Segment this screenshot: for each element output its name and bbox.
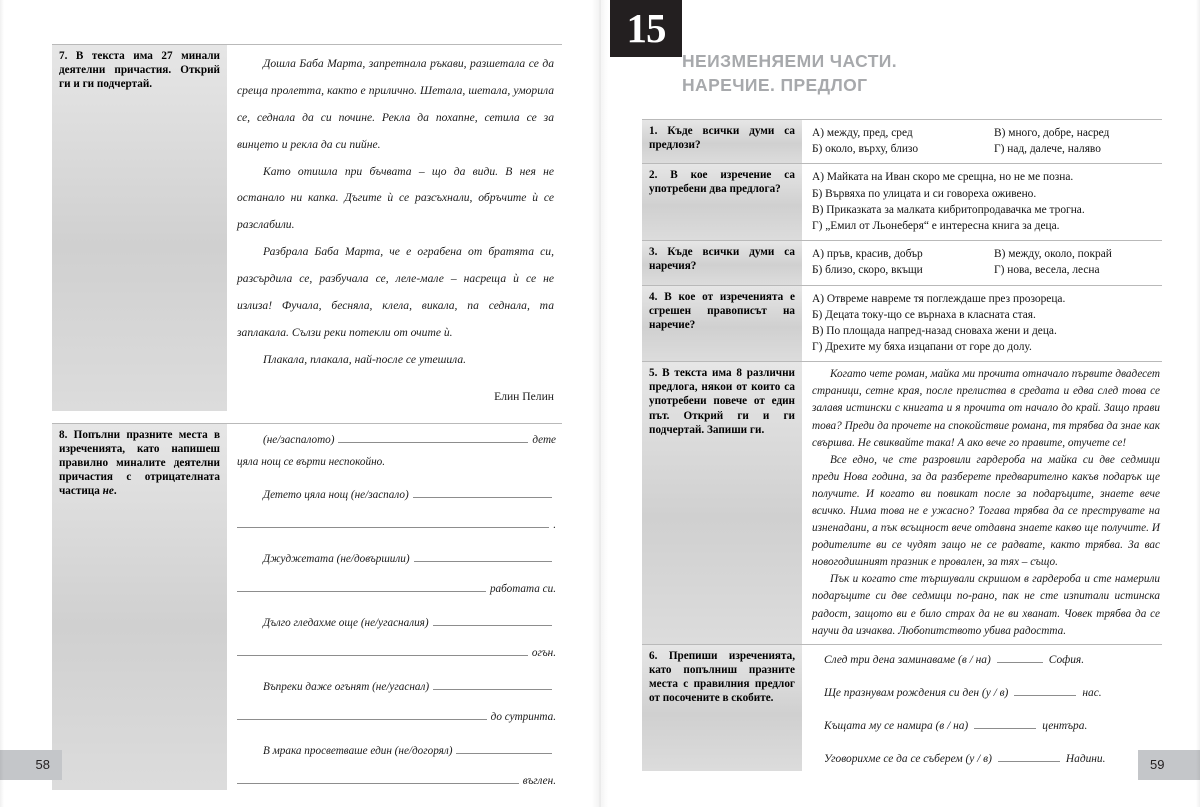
exercise-7 [52,44,562,411]
answer-blank[interactable] [997,651,1043,663]
exercise-3-body [802,241,1162,284]
option[interactable]: Г) „Емил от Льонеберя“ е интересна книга за деца. [812,219,1060,232]
exercise-2 [642,163,1162,240]
option[interactable]: В) между, около, покрай [994,248,1112,261]
story-paragraph: Като отишла при бъчвата – що да види. В нея не останало ни капка. Дъгите ѝ се разсъхнали, обръчите ѝ се разслабили. [237,164,554,232]
exercise-8-label: 8. Попълни празните места в изреченията, като напишеш правилно миналите деятелни причастия с отрицателната частица не. [52,424,227,790]
answer-blank[interactable] [237,515,549,528]
sentence-row [812,717,1158,732]
chapter-number: 15 [610,0,682,57]
option[interactable]: В) много, добре, насред [994,127,1110,139]
fill-item-tail: . [553,518,556,531]
option[interactable]: А) Отвреме навреме тя поглеждаше през прозореца. [812,292,1066,305]
answer-blank[interactable] [237,643,528,656]
exercise-6 [642,644,1162,771]
exercise-1-label: 1. Къде всички думи са предлози? [642,120,802,163]
fill-item-tail: работата си. [489,582,556,595]
exercise-7-body [227,45,562,411]
sentence-before: Къщата му се намира (в / на) [824,719,969,732]
chapter-title-line-2: НАРЕЧИЕ. ПРЕДЛОГ [682,74,868,95]
fill-item-tail: дете [532,433,556,446]
reading-paragraph: Когато чете роман, майка ми прочита отначало първите двадесет страници, сетне края, после прелиства в средата и едва след това се залавя истински с книгата и я прочита от начало до край. Защо прави това? Преди да прочете на спокойствие романа, тя трябва да знае как свършва. Не свиквайте така! А ако вече го правите, отучете се! [812,368,1160,449]
story-author: Елин Пелин [494,389,554,403]
sentence-row [812,750,1158,765]
exercise-6-body [802,645,1162,771]
answer-blank[interactable] [998,750,1060,762]
fill-item [237,430,556,468]
option[interactable]: А) между, пред, сред [812,127,913,139]
answer-blank[interactable] [237,771,519,784]
answer-blank[interactable] [433,613,552,626]
right-page-content [642,119,1162,771]
option[interactable]: Г) нова, весела, лесна [994,264,1100,277]
answer-blank[interactable] [1014,684,1076,696]
chapter-title-line-1: НЕИЗМЕНЯЕМИ ЧАСТИ. [682,51,898,71]
fill-item-tail: до сутринта. [490,710,556,723]
fill-item-prompt: В мрака просветваше един (не/догорял) [263,744,453,757]
option[interactable]: Г) Дрехите му бяха изцапани от горе до долу. [812,341,1032,354]
fill-item [237,677,556,724]
exercise-8 [52,423,562,790]
page-number-right: 59 [1138,750,1200,780]
sentence-row [812,651,1158,666]
option[interactable]: В) Приказката за малката кибритопродавачка ме трогна. [812,203,1085,216]
option[interactable]: А) Майката на Иван скоро ме срещна, но не ме позна. [812,171,1074,184]
sentence-before: Уговорихме се да се съберем (у / в) [824,752,992,765]
exercise-8-body [227,424,562,790]
option[interactable]: Б) Вървяха по улицата и си говореха оживено. [812,187,1037,200]
story-paragraph: Плакала, плакала, най-после се утешила. [263,352,467,366]
story-text [227,45,562,411]
left-page-content [52,44,562,790]
exercise-1-body [802,120,1162,163]
exercise-5 [642,361,1162,644]
reading-paragraph: Пък и когато сте тършували скришом в гардероба и сте намерили подаръците си две седмици по-рано, пак не сте изпитали истинска радост, защото ви е било страх да не ви хванат. Човек трябва да се научи да изчаква. Любопитството убива радостта. [812,573,1160,637]
answer-blank[interactable] [237,707,487,720]
answer-blank[interactable] [338,430,528,443]
option[interactable]: А) пръв, красив, добър [812,248,923,261]
sentence-row [812,684,1158,699]
exercise-6-label: 6. Препиши изреченията, като попълниш празните места с правилния предлог от посочените в скобите. [642,645,802,771]
fill-item [237,741,556,788]
exercise-4-options [812,291,1156,356]
exercise-5-body [802,362,1162,644]
exercise-4-label: 4. В кое от изреченията е сгрешен правописът на наречие? [642,286,802,362]
fill-item-prompt: Джуджетата (не/довършили) [263,552,410,565]
answer-blank[interactable] [237,579,486,592]
fill-item [237,549,556,596]
fill-item-tail: огън. [531,646,556,659]
exercise-1 [642,119,1162,163]
fill-item-prompt: (не/заспалото) [263,433,335,446]
right-page [600,0,1200,807]
sentence-after: София. [1048,653,1085,666]
sentence-before: Ще празнувам рождения си ден (у / в) [824,686,1009,699]
sentence-after: нас. [1082,686,1102,699]
chapter-header [610,0,898,95]
chapter-title [682,50,1102,98]
page-number-left: 58 [0,750,62,780]
exercise-4 [642,285,1162,362]
reading-paragraph: Все едно, че сте разровили гардероба на майка си две седмици преди Нова година, за да разберете предварително какъв подарък ще получите. И когато ви повикат после за подаръците, знаете вече всичко. Нима това не е ужасно? Тогава трябва да се преструвате на изненадани, а пък всъщност вече отдавна знаете какво ще получите. И родителите ви се чудят защо не се радвате, както трябва. За вас новогодишният празник е провален, за тях – също. [812,453,1160,569]
exercise-2-label: 2. В кое изречение са употребени два предлога? [642,164,802,240]
exercise-7-label: 7. В текста има 27 минали деятелни причастия. Открий ги и ги подчертай. [52,45,227,411]
exercise-3-label: 3. Къде всички думи са наречия? [642,241,802,284]
story-paragraph: Разбрала Баба Марта, че е ограбена от братята си, разсърдила се, разбучала се, леле-мале – насреща ѝ се не излиза! Фучала, бесняла, клела, викала, па седнала, та заплакала. Сълзи реки потекли от очите ѝ. [237,245,554,339]
sentence-before: След три дена заминаваме (в / на) [824,653,991,666]
fill-item-tail: въглен. [522,774,556,787]
fill-item-prompt: Дълго гледахме още (не/угасналия) [263,616,429,629]
option[interactable]: Г) над, далече, наляво [994,143,1101,156]
exercise-1-options [812,125,1156,157]
answer-blank[interactable] [456,741,552,754]
exercise-5-label: 5. В текста има 8 различни предлога, някои от които са употребени повече от един път. Открий ги и ги подчертай. Запиши ги. [642,362,802,644]
answer-blank[interactable] [974,717,1036,729]
sentence-after: центъра. [1042,719,1088,732]
answer-blank[interactable] [413,485,552,498]
answer-blank[interactable] [414,549,552,562]
exercise-2-body [802,164,1162,240]
exercise-3-options [812,246,1156,278]
fill-item-second-line: цяла нощ се върти неспокойно. [237,455,386,468]
option[interactable]: Б) Децата току-що се върнаха в класната стая. [812,308,1036,321]
exercise-3 [642,240,1162,284]
answer-blank[interactable] [433,677,552,690]
option[interactable]: Б) близо, скоро, вкъщи [812,264,923,277]
exercise-2-options [812,169,1156,234]
exercise-6-sentences [812,651,1158,765]
sentence-after: Надини. [1065,752,1106,765]
fill-item-prompt: Детето цяла нощ (не/заспало) [263,488,409,501]
fill-item [237,613,556,660]
story-paragraph: Дошла Баба Марта, запретнала ръкави, разшетала се да среща пролетта, както е прилично. Шетала, шетала, уморила се, седнала да си почине. Рекла да похапне, сетила се за винцето и рекла да си пийне. [237,57,554,151]
fill-in-blanks-list [227,424,562,788]
option[interactable]: Б) около, върху, близо [812,143,919,156]
exercise-5-reading-text [812,366,1160,640]
option[interactable]: В) По площада напред-назад сноваха жени и деца. [812,324,1057,337]
exercise-4-body [802,286,1162,362]
fill-item-prompt: Въпреки даже огънят (не/угаснал) [263,680,430,693]
fill-item [237,485,556,532]
